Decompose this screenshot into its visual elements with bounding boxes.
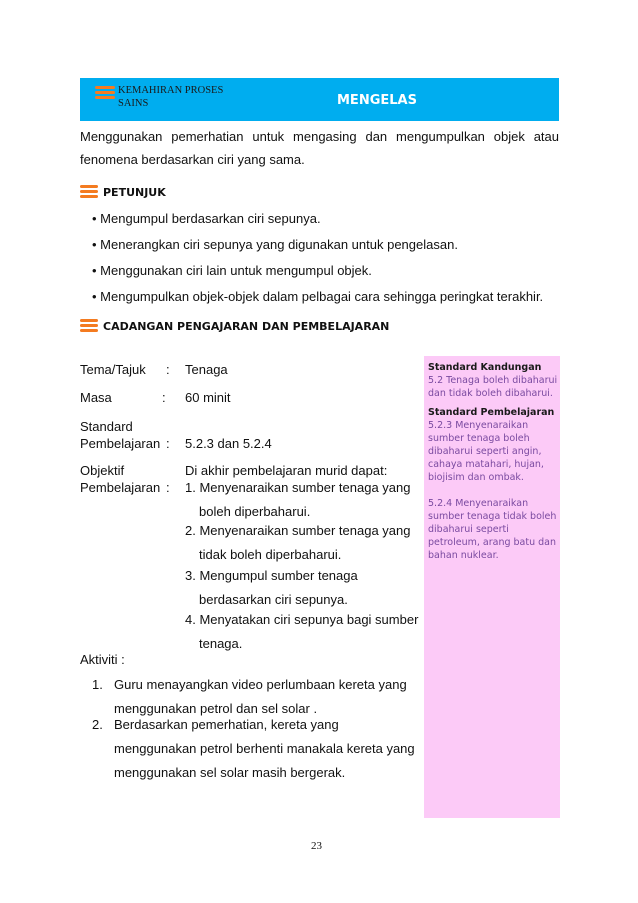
activity-item: 1. Guru menayangkan video perlumbaan kereta yang menggunakan petrol dan sel solar . [92,677,407,716]
bullet-icon: • [92,211,101,226]
colon: : [166,480,170,495]
intro-line: Menggunakan pemerhatian untuk mengasing dan mengumpulkan objek atau [80,129,559,144]
objective-item: 2. Menyenaraikan sumber tenaga yang tidak boleh diperbaharui. [185,523,411,562]
bullet-icon: • [92,263,101,278]
masa-value: 60 minit [185,390,231,405]
standard-pembelajaran-title: Standard Pembelajaran [428,407,555,418]
masa-label: Masa [80,390,112,405]
tema-value: Tenaga [185,362,228,377]
objective-item: 4. Menyatakan ciri sepunya bagi sumber tenaga. [185,612,419,651]
page-title: MENGELAS [337,93,417,108]
colon: : [166,436,170,451]
section-heading: CADANGAN PENGAJARAN DAN PEMBELAJARAN [103,320,390,333]
standards-sidebar-text: Standard Kandungan 5.2 Tenaga boleh dibaharui dan tidak boleh dibaharui. Standard Pembelajaran 5.2.3 Menyenaraikan sumber tenaga boleh dibaharui seperti angin, cahaya matahari, hujan, biojisim dan ombak. 5.2.4 Menyenaraikan sumber tenaga tidak boleh dibaharui seperti petroleum, arang batu dan bahan nuklear. [428,362,558,561]
colon: : [166,362,170,377]
bullet-icon: • [92,237,101,252]
bullet-icon: • [92,289,101,304]
menu-icon [95,86,115,101]
intro-line: fenomena berdasarkan ciri yang sama. [80,152,305,167]
colon: : [162,390,166,405]
menu-icon [80,185,98,200]
aktiviti-heading: Aktiviti : [80,652,125,667]
list-item: • Menggunakan ciri lain untuk mengumpul objek. [92,263,372,278]
list-item: • Mengumpulkan objek-objek dalam pelbagai cara sehingga peringkat terakhir. [92,289,544,304]
tema-label: Tema/Tajuk [80,362,146,377]
activity-item: 2. Berdasarkan pemerhatian, kereta yang menggunakan petrol berhenti manakala kereta yang menggunakan sel solar masih bergerak. [92,717,415,780]
standard-pembelajaran-label: Standard Pembelajaran [80,419,161,451]
objektif-intro: Di akhir pembelajaran murid dapat: [185,463,388,478]
objective-item: 3. Mengumpul sumber tenaga berdasarkan ciri sepunya. [185,568,358,607]
list-item: • Menerangkan ciri sepunya yang digunakan untuk pengelasan. [92,237,458,252]
standard-pembelajaran-value: 5.2.3 dan 5.2.4 [185,436,272,451]
page-number: 23 [311,840,322,852]
objective-item: 1. Menyenaraikan sumber tenaga yang boleh diperbaharui. [185,480,411,519]
skill-category-label: KEMAHIRAN PROSES SAINS [118,85,224,109]
objektif-label: Objektif Pembelajaran [80,463,161,495]
standard-kandungan-title: Standard Kandungan [428,362,542,373]
menu-icon [80,319,98,334]
section-heading: PETUNJUK [103,186,166,199]
list-item: • Mengumpul berdasarkan ciri sepunya. [92,211,321,226]
